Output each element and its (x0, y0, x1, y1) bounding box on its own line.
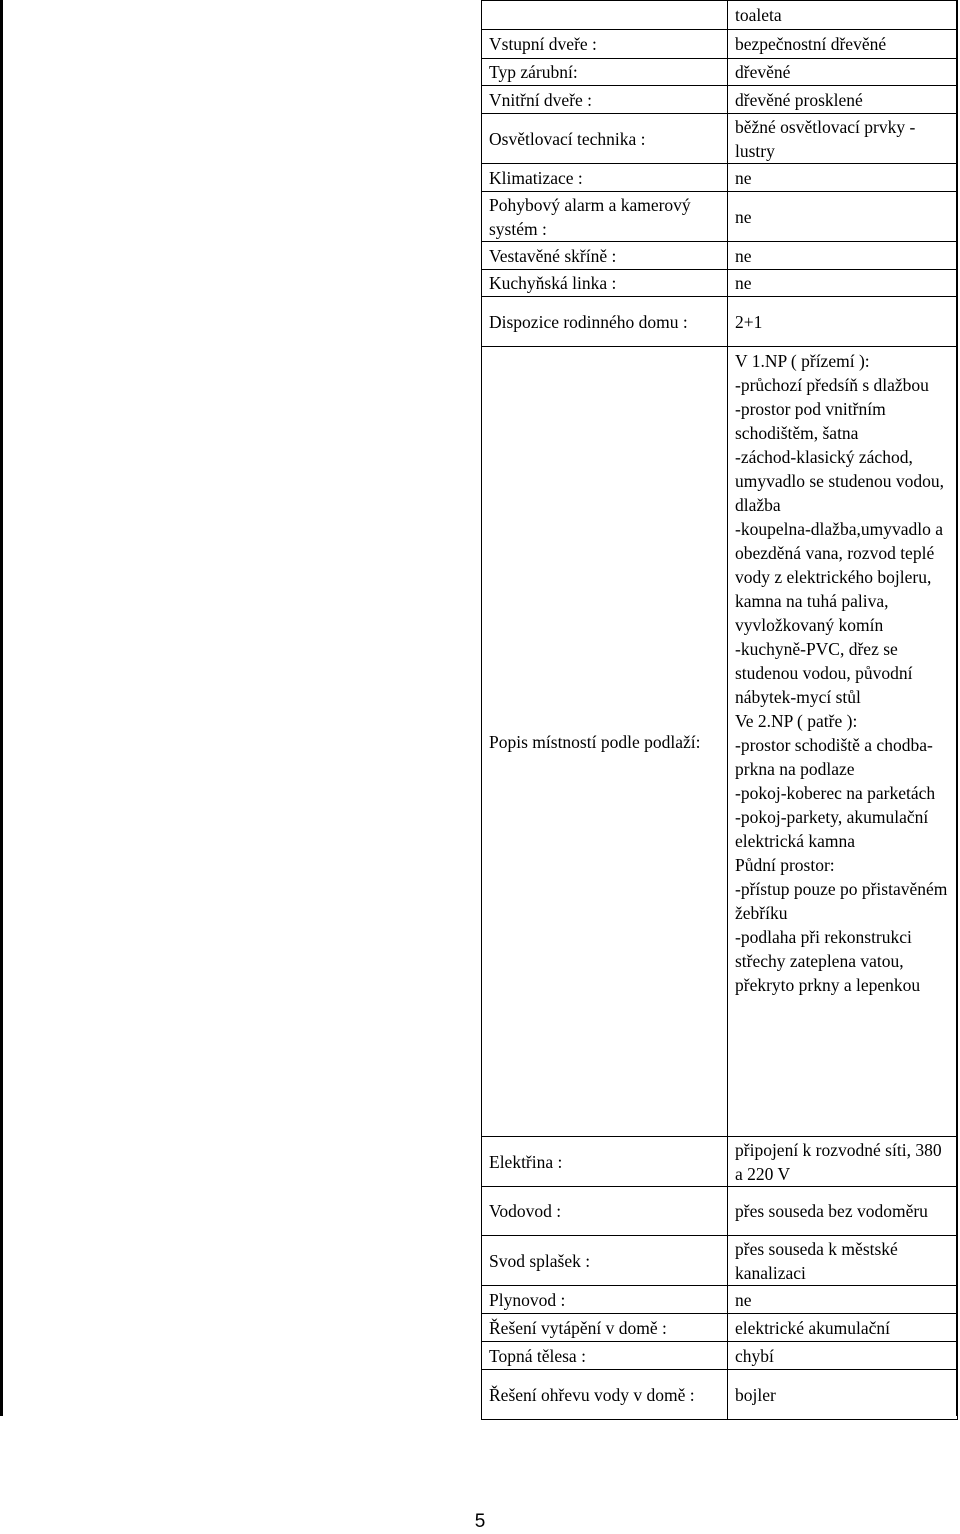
page-border-left (0, 0, 3, 1416)
table-row-electricity (482, 1137, 958, 1187)
table-row-room-description (482, 347, 958, 1137)
row-label: Řešení ohřevu vody v domě : (482, 1370, 728, 1420)
row-label: Popis místností podle podlaží: (482, 347, 728, 1137)
page-number: 5 (474, 1511, 486, 1532)
table-row-water-heating (482, 1370, 958, 1420)
row-value: dřevěné prosklené (728, 86, 958, 114)
table-row-gas (482, 1286, 958, 1314)
row-value-room-description: V 1.NP ( přízemí ): -průchozí předsíň s dlažbou -prostor pod vnitřním schodištěm, šatna -záchod-klasický záchod, umyvadlo se studenou vodou, dlažba -koupelna-dlažba,umyvadlo a obezděná vana, rozvod teplé vody z elektrického bojleru, kamna na tuhá paliva, vyvložkovaný komín -kuchyně-PVC, dřez se studenou vodou, původní nábytek-mycí stůl Ve 2.NP ( patře ): -prostor schodiště a chodba-prkna na podlaze -pokoj-koberec na parketách -pokoj-parkety, akumulační elektrická kamna Půdní prostor: -přístup pouze po přistavěném žebříku -podlaha při rekonstrukci střechy zateplena vatou, překryto prkny a lepenkou (728, 347, 958, 1137)
table-row-lighting (482, 114, 958, 164)
table-row-radiators (482, 1342, 958, 1370)
table-row-kitchen-unit (482, 270, 958, 297)
row-value: toaleta (728, 1, 958, 30)
row-value: bojler (728, 1370, 958, 1420)
row-label: Plynovod : (482, 1286, 728, 1314)
row-value: ne (728, 1286, 958, 1314)
property-details-table (481, 0, 958, 1420)
row-value: připojení k rozvodné síti, 380 a 220 V (728, 1137, 958, 1187)
row-label: Klimatizace : (482, 164, 728, 192)
row-value: běžné osvětlovací prvky - lustry (728, 114, 958, 164)
row-value: chybí (728, 1342, 958, 1370)
table-row-built-in-wardrobes (482, 242, 958, 270)
row-value: ne (728, 270, 958, 297)
row-label (482, 1, 728, 30)
row-label: Vodovod : (482, 1187, 728, 1236)
row-value: ne (728, 242, 958, 270)
row-value: přes souseda bez vodoměru (728, 1187, 958, 1236)
row-label: Vstupní dveře : (482, 30, 728, 59)
row-value: bezpečnostní dřevěné (728, 30, 958, 59)
row-label: Osvětlovací technika : (482, 114, 728, 164)
row-label: Vnitřní dveře : (482, 86, 728, 114)
row-label: Pohybový alarm a kamerový systém : (482, 192, 728, 242)
table-row-air-conditioning (482, 164, 958, 192)
row-label: Vestavěné skříně : (482, 242, 728, 270)
table-row-layout (482, 297, 958, 347)
table-row-water-supply (482, 1187, 958, 1236)
table-row-alarm-camera (482, 192, 958, 242)
row-label: Typ zárubní: (482, 59, 728, 86)
row-value: ne (728, 164, 958, 192)
row-label: Elektřina : (482, 1137, 728, 1187)
row-value: elektrické akumulační (728, 1314, 958, 1342)
table-row-interior-doors (482, 86, 958, 114)
row-label: Svod splašek : (482, 1236, 728, 1286)
row-label: Řešení vytápění v domě : (482, 1314, 728, 1342)
row-label: Kuchyňská linka : (482, 270, 728, 297)
row-value: 2+1 (728, 297, 958, 347)
table-row-entrance-door (482, 30, 958, 59)
table-row-toilet-continuation (482, 1, 958, 30)
row-label: Dispozice rodinného domu : (482, 297, 728, 347)
row-value: ne (728, 192, 958, 242)
row-value: dřevěné (728, 59, 958, 86)
row-label: Topná tělesa : (482, 1342, 728, 1370)
table-row-sewage (482, 1236, 958, 1286)
row-value: přes souseda k městské kanalizaci (728, 1236, 958, 1286)
table-row-heating (482, 1314, 958, 1342)
table-row-door-frame (482, 59, 958, 86)
